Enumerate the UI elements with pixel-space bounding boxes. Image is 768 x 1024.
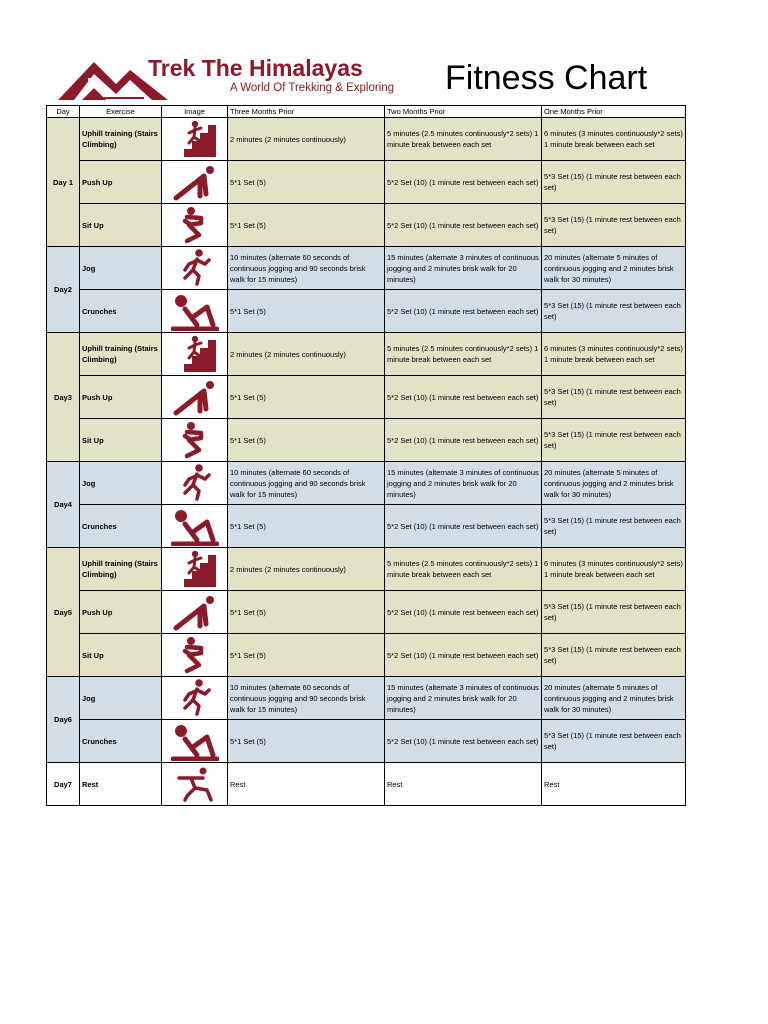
exercise-image	[162, 333, 228, 376]
one-month-prior: 5*3 Set (15) (1 minute rest between each set)	[542, 161, 686, 204]
exercise-name: Uphill training (Stairs Climbing)	[80, 548, 162, 591]
one-month-prior: 20 minutes (alternate 5 minutes of continuous jogging and 2 minutes brisk walk for 30 minutes)	[542, 677, 686, 720]
table-row	[47, 376, 686, 419]
exercise-image	[162, 591, 228, 634]
exercise-image	[162, 419, 228, 462]
one-month-prior: 6 minutes (3 minutes continuously*2 sets) 1 minute break between each set	[542, 333, 686, 376]
two-months-prior: 5*2 Set (10) (1 minute rest between each set)	[385, 376, 542, 419]
three-months-prior: 5*1 Set (5)	[228, 290, 385, 333]
sit-up-icon	[164, 205, 225, 245]
header-image: Image	[162, 106, 228, 118]
three-months-prior: 10 minutes (alternate 60 seconds of continuous jogging and 90 seconds brisk walk for 15 minutes)	[228, 677, 385, 720]
sit-up-icon	[164, 635, 225, 675]
exercise-image	[162, 161, 228, 204]
table-row	[47, 634, 686, 677]
table-row	[47, 677, 686, 720]
exercise-name: Crunches	[80, 505, 162, 548]
exercise-image	[162, 462, 228, 505]
two-months-prior: 15 minutes (alternate 3 minutes of continuous jogging and 2 minutes brisk walk for 20 minutes)	[385, 677, 542, 720]
three-months-prior: 5*1 Set (5)	[228, 591, 385, 634]
exercise-name: Rest	[80, 763, 162, 806]
stairs-climbing-icon	[164, 549, 225, 589]
exercise-image	[162, 118, 228, 161]
rest-icon	[164, 766, 225, 802]
sit-up-icon	[164, 420, 225, 460]
stairs-climbing-icon	[164, 334, 225, 374]
two-months-prior: 5 minutes (2.5 minutes continuously*2 sets) 1 minute break between each set	[385, 118, 542, 161]
exercise-image	[162, 376, 228, 419]
exercise-name: Crunches	[80, 720, 162, 763]
crunches-icon	[164, 506, 225, 546]
table-row	[47, 505, 686, 548]
header-exercise: Exercise	[80, 106, 162, 118]
three-months-prior: 10 minutes (alternate 60 seconds of continuous jogging and 90 seconds brisk walk for 15 minutes)	[228, 462, 385, 505]
two-months-prior: 5*2 Set (10) (1 minute rest between each set)	[385, 505, 542, 548]
table-row	[47, 720, 686, 763]
table-row	[47, 419, 686, 462]
two-months-prior: 5*2 Set (10) (1 minute rest between each set)	[385, 720, 542, 763]
three-months-prior: 2 minutes (2 minutes continuously)	[228, 118, 385, 161]
one-month-prior: Rest	[542, 763, 686, 806]
two-months-prior: 5 minutes (2.5 minutes continuously*2 sets) 1 minute break between each set	[385, 548, 542, 591]
header-three-months: Three Months Prior	[228, 106, 385, 118]
day-label: Day6	[47, 677, 80, 763]
push-up-icon	[164, 377, 225, 417]
exercise-name: Jog	[80, 462, 162, 505]
table-row	[47, 333, 686, 376]
exercise-name: Uphill training (Stairs Climbing)	[80, 118, 162, 161]
one-month-prior: 6 minutes (3 minutes continuously*2 sets) 1 minute break between each set	[542, 548, 686, 591]
one-month-prior: 6 minutes (3 minutes continuously*2 sets) 1 minute break between each set	[542, 118, 686, 161]
one-month-prior: 5*3 Set (15) (1 minute rest between each set)	[542, 591, 686, 634]
exercise-image	[162, 548, 228, 591]
header-two-months: Two Months Prior	[385, 106, 542, 118]
one-month-prior: 5*3 Set (15) (1 minute rest between each set)	[542, 376, 686, 419]
brand-tagline: A World Of Trekking & Exploring	[230, 82, 395, 94]
exercise-name: Jog	[80, 677, 162, 720]
three-months-prior: 5*1 Set (5)	[228, 204, 385, 247]
page-title: Fitness Chart	[445, 59, 648, 97]
day-label: Day7	[47, 763, 80, 806]
one-month-prior: 20 minutes (alternate 5 minutes of continuous jogging and 2 minutes brisk walk for 30 minutes)	[542, 247, 686, 290]
exercise-name: Push Up	[80, 376, 162, 419]
exercise-image	[162, 634, 228, 677]
two-months-prior: 5*2 Set (10) (1 minute rest between each set)	[385, 204, 542, 247]
two-months-prior: 5*2 Set (10) (1 minute rest between each set)	[385, 591, 542, 634]
two-months-prior: 5 minutes (2.5 minutes continuously*2 sets) 1 minute break between each set	[385, 333, 542, 376]
day-label: Day5	[47, 548, 80, 677]
day-label: Day3	[47, 333, 80, 462]
table-row	[47, 161, 686, 204]
day-label: Day 1	[47, 118, 80, 247]
three-months-prior: 2 minutes (2 minutes continuously)	[228, 333, 385, 376]
table-row	[47, 462, 686, 505]
header-day: Day	[47, 106, 80, 118]
exercise-name: Sit Up	[80, 634, 162, 677]
one-month-prior: 20 minutes (alternate 5 minutes of continuous jogging and 2 minutes brisk walk for 30 minutes)	[542, 462, 686, 505]
table-row	[47, 118, 686, 161]
jogging-icon	[164, 463, 225, 503]
one-month-prior: 5*3 Set (15) (1 minute rest between each set)	[542, 505, 686, 548]
jogging-icon	[164, 678, 225, 718]
exercise-image	[162, 247, 228, 290]
three-months-prior: 5*1 Set (5)	[228, 161, 385, 204]
jogging-icon	[164, 248, 225, 288]
exercise-image	[162, 763, 228, 806]
two-months-prior: 5*2 Set (10) (1 minute rest between each set)	[385, 419, 542, 462]
two-months-prior: 5*2 Set (10) (1 minute rest between each set)	[385, 290, 542, 333]
three-months-prior: 2 minutes (2 minutes continuously)	[228, 548, 385, 591]
table-header-row	[47, 106, 686, 118]
exercise-name: Jog	[80, 247, 162, 290]
two-months-prior: 5*2 Set (10) (1 minute rest between each set)	[385, 634, 542, 677]
crunches-icon	[164, 291, 225, 331]
table-row	[47, 548, 686, 591]
push-up-icon	[164, 592, 225, 632]
exercise-name: Crunches	[80, 290, 162, 333]
page-header	[0, 0, 768, 104]
exercise-image	[162, 290, 228, 333]
exercise-image	[162, 677, 228, 720]
three-months-prior: 10 minutes (alternate 60 seconds of continuous jogging and 90 seconds brisk walk for 15 minutes)	[228, 247, 385, 290]
header-one-month: One Months Prior	[542, 106, 686, 118]
exercise-image	[162, 204, 228, 247]
exercise-name: Push Up	[80, 161, 162, 204]
three-months-prior: 5*1 Set (5)	[228, 376, 385, 419]
two-months-prior: Rest	[385, 763, 542, 806]
brand-title: Trek The Himalayas	[148, 55, 363, 81]
table-row	[47, 247, 686, 290]
three-months-prior: Rest	[228, 763, 385, 806]
table-row	[47, 204, 686, 247]
exercise-name: Uphill training (Stairs Climbing)	[80, 333, 162, 376]
day-label: Day4	[47, 462, 80, 548]
two-months-prior: 15 minutes (alternate 3 minutes of continuous jogging and 2 minutes brisk walk for 20 minutes)	[385, 462, 542, 505]
table-body	[47, 118, 686, 806]
push-up-icon	[164, 162, 225, 202]
one-month-prior: 5*3 Set (15) (1 minute rest between each set)	[542, 634, 686, 677]
one-month-prior: 5*3 Set (15) (1 minute rest between each set)	[542, 204, 686, 247]
table-row	[47, 290, 686, 333]
exercise-name: Sit Up	[80, 204, 162, 247]
exercise-name: Sit Up	[80, 419, 162, 462]
crunches-icon	[164, 721, 225, 761]
three-months-prior: 5*1 Set (5)	[228, 505, 385, 548]
stairs-climbing-icon	[164, 119, 225, 159]
two-months-prior: 5*2 Set (10) (1 minute rest between each set)	[385, 161, 542, 204]
exercise-name: Push Up	[80, 591, 162, 634]
one-month-prior: 5*3 Set (15) (1 minute rest between each set)	[542, 720, 686, 763]
day-label: Day2	[47, 247, 80, 333]
exercise-image	[162, 720, 228, 763]
three-months-prior: 5*1 Set (5)	[228, 634, 385, 677]
two-months-prior: 15 minutes (alternate 3 minutes of continuous jogging and 2 minutes brisk walk for 20 minutes)	[385, 247, 542, 290]
one-month-prior: 5*3 Set (15) (1 minute rest between each set)	[542, 419, 686, 462]
table-row	[47, 591, 686, 634]
exercise-image	[162, 505, 228, 548]
one-month-prior: 5*3 Set (15) (1 minute rest between each set)	[542, 290, 686, 333]
three-months-prior: 5*1 Set (5)	[228, 720, 385, 763]
table-row	[47, 763, 686, 806]
fitness-table	[46, 105, 686, 806]
three-months-prior: 5*1 Set (5)	[228, 419, 385, 462]
